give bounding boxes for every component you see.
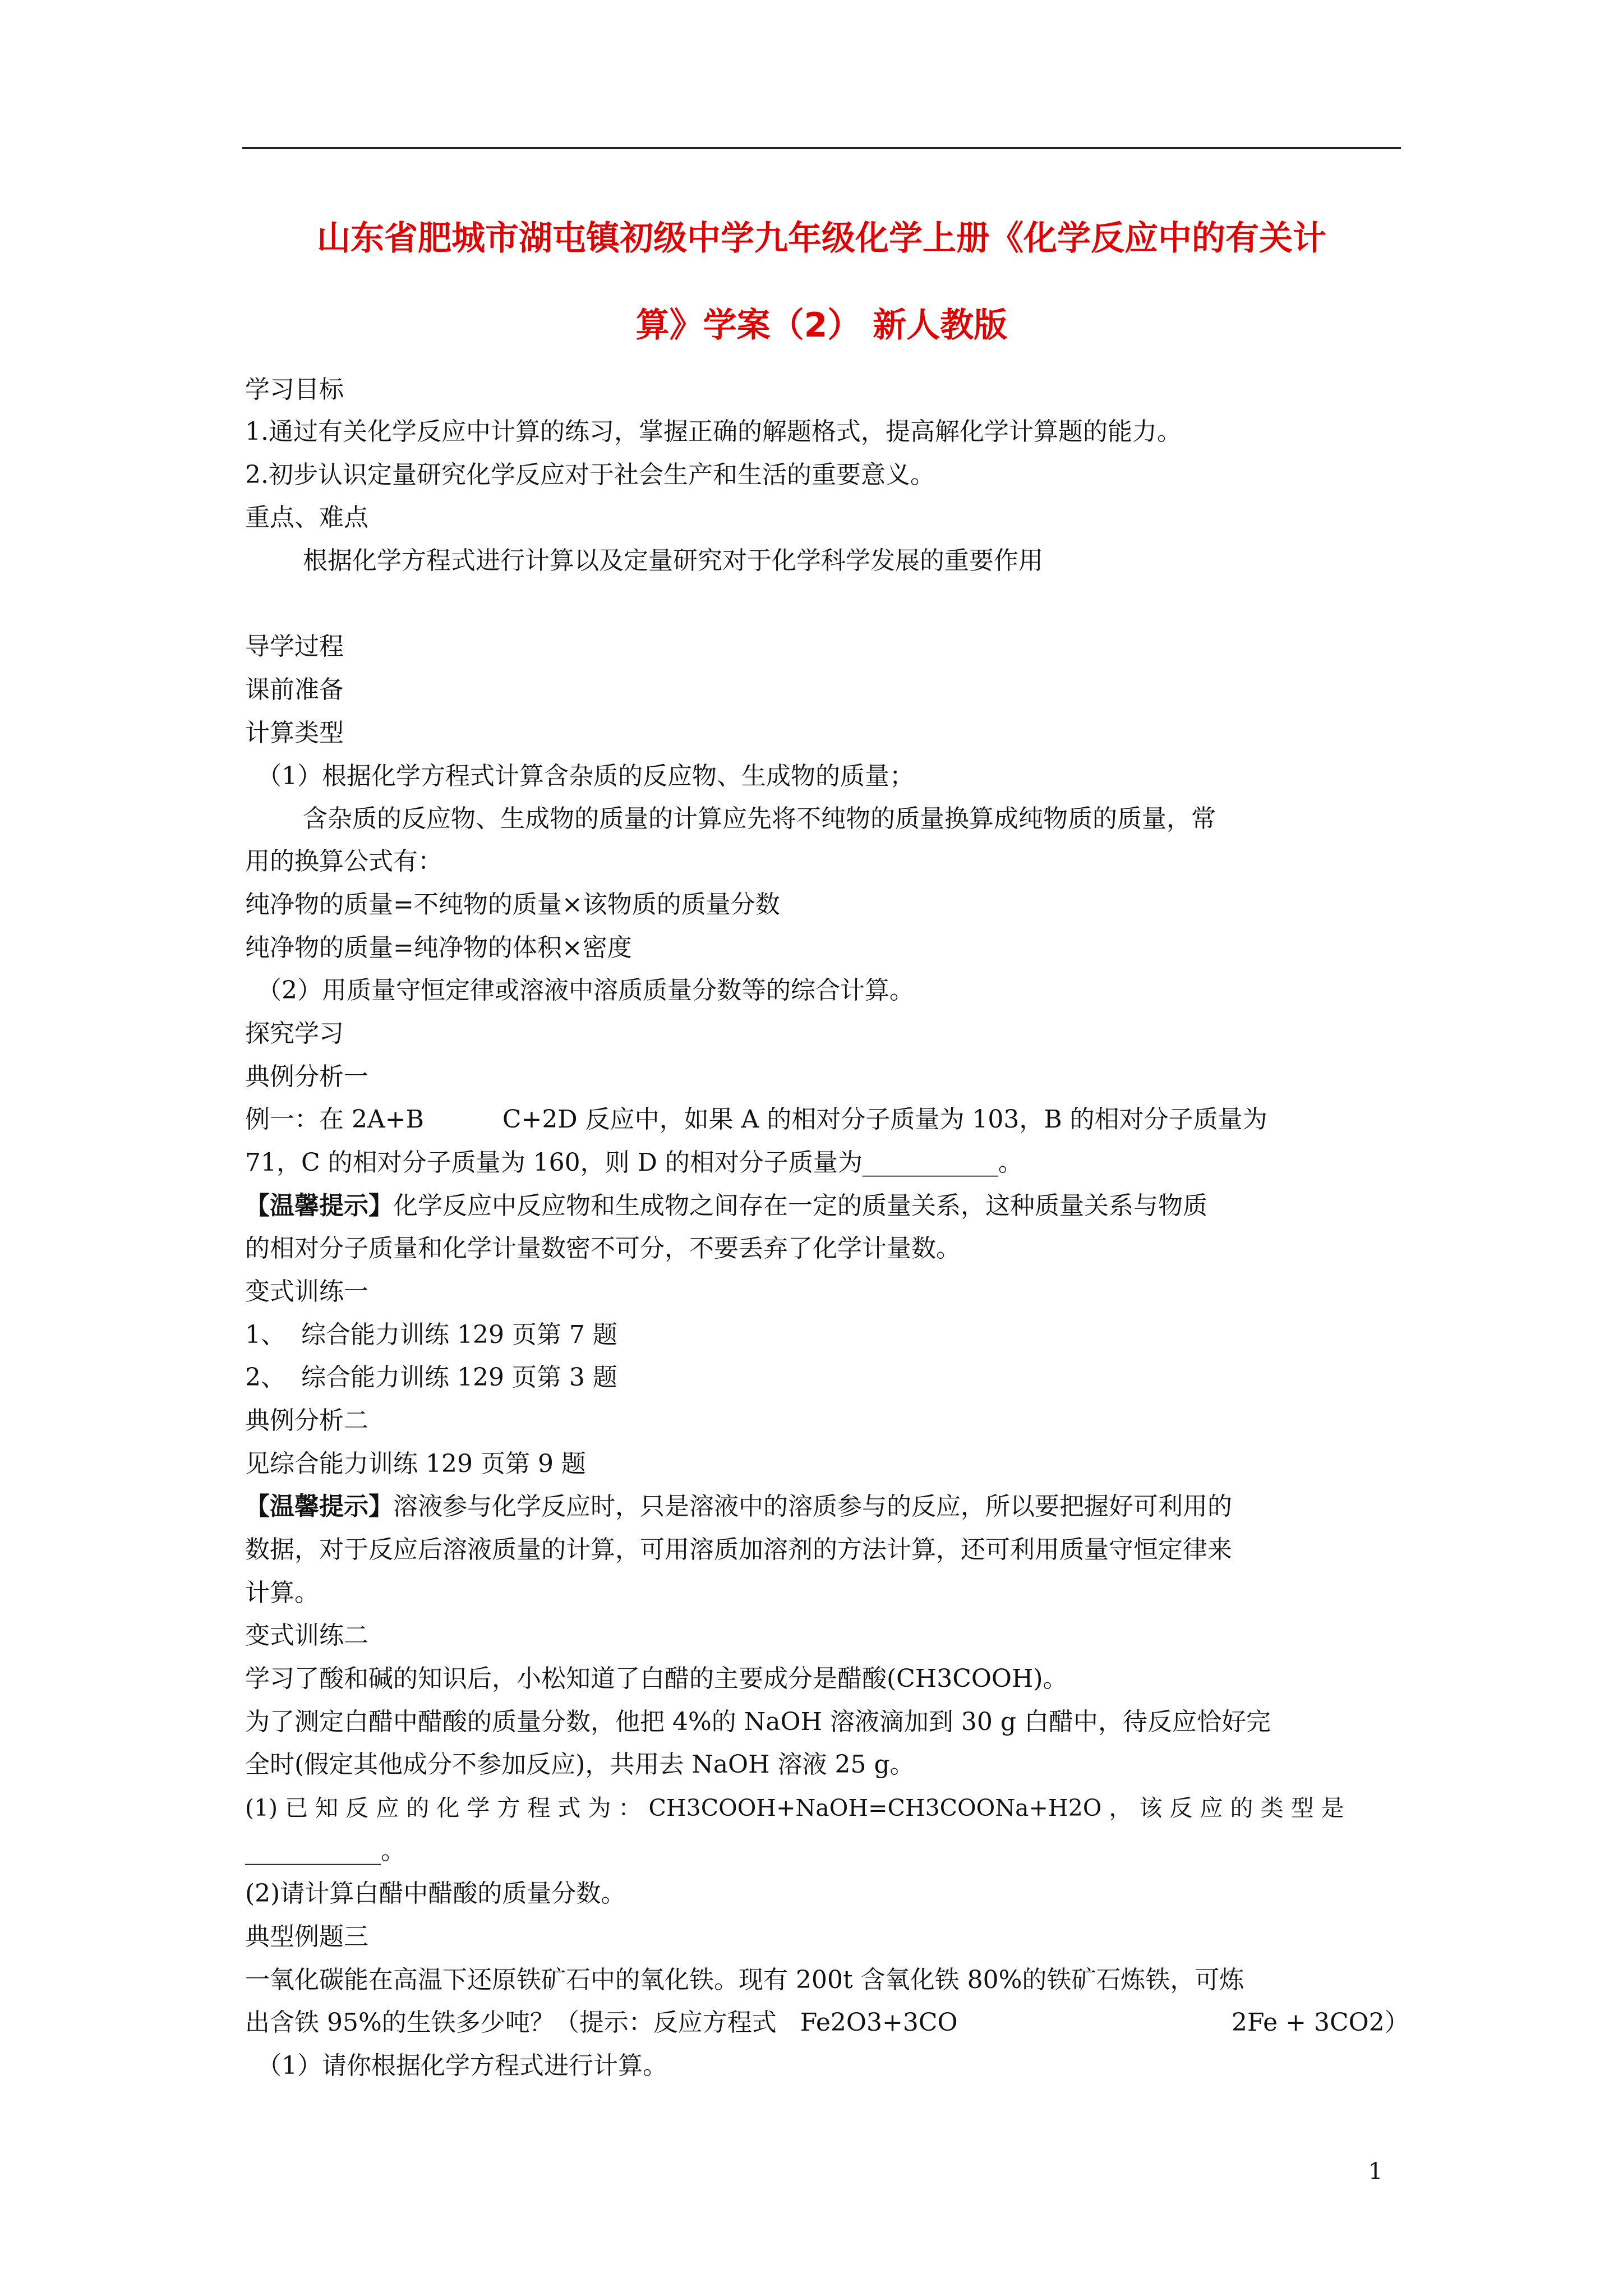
example-3-equation-products: 2Fe + 3CO2） [1232, 2008, 1409, 2037]
tip-2-label: 【温馨提示】 [245, 1492, 393, 1521]
section-heading-example-2: 典例分析二 [245, 1406, 368, 1435]
section-heading-key-points: 重点、难点 [245, 503, 368, 532]
example-1-line-1: 例一：在 2A+B C+2D 反应中，如果 A 的相对分子质量为 103，B 的相对分子质量为 [245, 1105, 1267, 1134]
variant-2-question-2: (2)请计算白醋中醋酸的质量分数。 [245, 1879, 626, 1908]
calc-type-2: （2）用质量守恒定律或溶液中溶质质量分数等的综合计算。 [257, 976, 914, 1005]
section-heading-objectives: 学习目标 [245, 375, 344, 404]
section-heading-process: 导学过程 [245, 632, 344, 661]
tip-1-line-1 [245, 1189, 1207, 1223]
variant-2-line-3: 全时(假定其他成分不参加反应)，共用去 NaOH 溶液 25 g。 [245, 1750, 915, 1779]
calc-type-1-explanation: 含杂质的反应物、生成物的质量的计算应先将不纯物的质量换算成纯物质的质量，常 [303, 804, 1216, 833]
tip-2-line-3: 计算。 [245, 1579, 319, 1607]
document-title-line-1: 山东省肥城市湖屯镇初级中学九年级化学上册《化学反应中的有关计 [317, 219, 1326, 258]
section-heading-calc-types: 计算类型 [245, 719, 344, 747]
example-1-line-2: 71，C 的相对分子质量为 160，则 D 的相对分子质量为___________。 [245, 1148, 1023, 1177]
objective-2: 2.初步认识定量研究化学反应对于社会生产和生活的重要意义。 [245, 461, 935, 489]
calc-type-1: （1）根据化学方程式计算含杂质的反应物、生成物的质量； [257, 762, 914, 790]
variant-2-line-1: 学习了酸和碱的知识后，小松知道了白醋的主要成分是醋酸(CH3COOH)。 [245, 1664, 1068, 1693]
section-heading-variant-2: 变式训练二 [245, 1621, 368, 1650]
variant-2-question-1: (1) 已 知 反 应 的 化 学 方 程 式 为 ： CH3COOH+NaOH=CH3COONa+H2O ， 该 反 应 的 类 型 是 [245, 1795, 1344, 1821]
variant-2-question-1-blank: ___________。 [245, 1837, 405, 1865]
tip-1-line-2: 的相对分子质量和化学计量数密不可分，不要丢弃了化学计量数。 [245, 1234, 961, 1263]
section-heading-example-3: 典型例题三 [245, 1922, 368, 1951]
section-heading-inquiry: 探究学习 [245, 1019, 344, 1048]
variant-1-item-2: 2、 综合能力训练 129 页第 3 题 [245, 1363, 617, 1392]
section-heading-variant-1: 变式训练一 [245, 1277, 368, 1306]
tip-2-text: 溶液参与化学反应时，只是溶液中的溶质参与的反应，所以要把握好可利用的 [393, 1492, 1232, 1521]
document-title-line-2: 算》学案（2） 新人教版 [635, 306, 1008, 345]
objective-1: 1.通过有关化学反应中计算的练习，掌握正确的解题格式，提高解化学计算题的能力。 [245, 417, 1182, 446]
tip-2-line-2: 数据，对于反应后溶液质量的计算，可用溶质加溶剂的方法计算，还可利用质量守恒定律来 [245, 1535, 1232, 1564]
variant-2-line-2: 为了测定白醋中醋酸的质量分数，他把 4%的 NaOH 溶液滴加到 30 g 白醋中，待反应恰好完 [245, 1708, 1271, 1736]
tip-1-text: 化学反应中反应物和生成物之间存在一定的质量关系，这种质量关系与物质 [393, 1191, 1207, 1220]
section-heading-example-1: 典例分析一 [245, 1062, 368, 1091]
tip-1-label: 【温馨提示】 [245, 1191, 393, 1220]
example-2-text: 见综合能力训练 129 页第 9 题 [245, 1450, 586, 1478]
tip-2-line-1 [245, 1490, 1232, 1524]
formula-2: 纯净物的质量=纯净物的体积×密度 [245, 933, 632, 962]
section-heading-preparation: 课前准备 [245, 675, 344, 704]
key-points-text: 根据化学方程式进行计算以及定量研究对于化学科学发展的重要作用 [303, 546, 1043, 575]
header-rule [242, 147, 1401, 149]
formula-1: 纯净物的质量=不纯物的质量×该物质的质量分数 [245, 890, 780, 919]
example-3-line-2: 出含铁 95%的生铁多少吨？（提示：反应方程式 Fe2O3+3CO [245, 2008, 958, 2037]
page-number: 1 [1368, 2159, 1383, 2184]
calc-type-1-explanation-cont: 用的换算公式有： [245, 847, 442, 876]
variant-1-item-1: 1、 综合能力训练 129 页第 7 题 [245, 1320, 617, 1349]
example-3-line-1: 一氧化碳能在高温下还原铁矿石中的氧化铁。现有 200t 含氧化铁 80%的铁矿石炼铁，可炼 [245, 1966, 1244, 1994]
example-3-question-1: （1）请你根据化学方程式进行计算。 [257, 2051, 667, 2080]
